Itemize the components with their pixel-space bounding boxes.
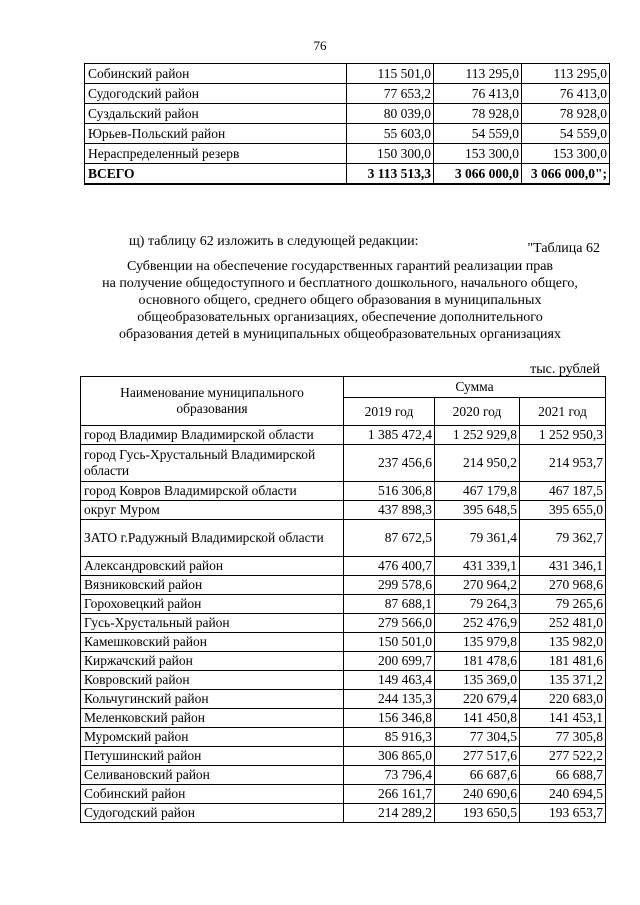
- cell-value: 141 450,8: [435, 709, 520, 728]
- cell-value: 153 300,0: [522, 144, 610, 164]
- cell-name: город Ковров Владимирской области: [81, 482, 344, 501]
- cell-value: 113 295,0: [522, 64, 610, 84]
- cell-value: 214 950,2: [435, 445, 520, 482]
- cell-value: 516 306,8: [344, 482, 435, 501]
- cell-value: 150 300,0: [347, 144, 434, 164]
- cell-value: 395 648,5: [435, 501, 520, 520]
- cell-value: 270 964,2: [435, 576, 520, 595]
- cell-value: 66 688,7: [520, 766, 606, 785]
- cell-value: 252 476,9: [435, 614, 520, 633]
- table-row: [81, 595, 606, 614]
- table-row: [81, 652, 606, 671]
- cell-value: 277 517,6: [435, 747, 520, 766]
- cell-value: 150 501,0: [344, 633, 435, 652]
- page-number: 76: [313, 38, 327, 53]
- cell-name: Александровский район: [81, 557, 344, 576]
- cell-name: город Гусь-Хрустальный Владимирской области: [81, 445, 344, 482]
- cell-value: 87 688,1: [344, 595, 435, 614]
- cell-value: 135 371,2: [520, 671, 606, 690]
- cell-value: 77 304,5: [435, 728, 520, 747]
- table-row: [81, 728, 606, 747]
- cell-value: 181 481,6: [520, 652, 606, 671]
- table-row: [85, 64, 610, 84]
- cell-value: 244 135,3: [344, 690, 435, 709]
- cell-value: 79 362,7: [520, 520, 606, 557]
- table-row: [85, 164, 610, 185]
- cell-name: Ковровский район: [81, 671, 344, 690]
- header-year: 2021 год: [520, 398, 606, 426]
- table-row: [81, 766, 606, 785]
- cell-value: 76 413,0: [434, 84, 522, 104]
- title-line: общеобразовательных организациях, обеспечение дополнительного: [137, 310, 543, 325]
- cell-value: 149 463,4: [344, 671, 435, 690]
- table-row: [81, 557, 606, 576]
- cell-value: 135 982,0: [520, 633, 606, 652]
- table-row: [81, 501, 606, 520]
- cell-name: Собинский район: [85, 64, 347, 84]
- cell-value: 193 650,5: [435, 804, 520, 823]
- table-row: [81, 576, 606, 595]
- table-row: [85, 144, 610, 164]
- cell-value: 54 559,0: [522, 124, 610, 144]
- cell-value: 237 456,6: [344, 445, 435, 482]
- cell-value: 156 346,8: [344, 709, 435, 728]
- cell-value: 193 653,7: [520, 804, 606, 823]
- cell-value: 78 928,0: [434, 104, 522, 124]
- cell-value: 115 501,0: [347, 64, 434, 84]
- cell-value: 141 453,1: [520, 709, 606, 728]
- cell-value: 467 179,8: [435, 482, 520, 501]
- cell-value: 73 796,4: [344, 766, 435, 785]
- cell-value: 277 522,2: [520, 747, 606, 766]
- table-row: [81, 633, 606, 652]
- cell-value: 270 968,6: [520, 576, 606, 595]
- cell-value: 77 305,8: [520, 728, 606, 747]
- cell-value: 1 252 950,3: [520, 426, 606, 445]
- cell-name: Собинский район: [81, 785, 344, 804]
- table-row: [81, 520, 606, 557]
- cell-value: 214 953,7: [520, 445, 606, 482]
- cell-name: Петушинский район: [81, 747, 344, 766]
- table-row: [81, 445, 606, 482]
- cell-value: 3 066 000,0: [434, 164, 522, 185]
- top-table: [84, 63, 610, 185]
- table-row: [81, 747, 606, 766]
- cell-value: 55 603,0: [347, 124, 434, 144]
- table-row: [81, 804, 606, 823]
- cell-name: Юрьев-Польский район: [85, 124, 347, 144]
- cell-name: Суздальский район: [85, 104, 347, 124]
- table-title: [60, 258, 620, 343]
- table-row: [85, 104, 610, 124]
- cell-value: 181 478,6: [435, 652, 520, 671]
- cell-value: 135 979,8: [435, 633, 520, 652]
- amendment-paragraph: щ) таблицу 62 изложить в следующей редакции:: [129, 234, 419, 249]
- cell-value: 200 699,7: [344, 652, 435, 671]
- cell-value: 240 694,5: [520, 785, 606, 804]
- cell-value: 79 361,4: [435, 520, 520, 557]
- cell-value: 266 161,7: [344, 785, 435, 804]
- cell-name: Судогодский район: [81, 804, 344, 823]
- cell-value: 1 385 472,4: [344, 426, 435, 445]
- cell-value: 77 653,2: [347, 84, 434, 104]
- cell-name: город Владимир Владимирской области: [81, 426, 344, 445]
- table-number: "Таблица 62: [527, 241, 600, 256]
- cell-value: 431 346,1: [520, 557, 606, 576]
- table-row: [81, 426, 606, 445]
- cell-name: Кольчугинский район: [81, 690, 344, 709]
- cell-value: 80 039,0: [347, 104, 434, 124]
- header-year: 2020 год: [435, 398, 520, 426]
- cell-value: 252 481,0: [520, 614, 606, 633]
- title-line: на получение общедоступного и бесплатного дошкольного, начального общего,: [102, 276, 578, 291]
- header-sum: Сумма: [344, 377, 606, 398]
- cell-value: 135 369,0: [435, 671, 520, 690]
- header-name: Наименование муниципального образования: [81, 377, 344, 426]
- cell-value: 467 187,5: [520, 482, 606, 501]
- main-table: [80, 376, 606, 823]
- cell-value: 79 265,6: [520, 595, 606, 614]
- title-line: Субвенции на обеспечение государственных гарантий реализации прав: [126, 259, 554, 274]
- cell-value: 214 289,2: [344, 804, 435, 823]
- cell-value: 66 687,6: [435, 766, 520, 785]
- cell-value: 78 928,0: [522, 104, 610, 124]
- cell-name: Вязниковский район: [81, 576, 344, 595]
- title-line: образования детей в муниципальных общеобразовательных организациях: [119, 327, 561, 342]
- table-row: [81, 614, 606, 633]
- cell-value: 79 264,3: [435, 595, 520, 614]
- cell-name: округ Муром: [81, 501, 344, 520]
- cell-value: 1 252 929,8: [435, 426, 520, 445]
- table-row: [81, 709, 606, 728]
- cell-value: 395 655,0: [520, 501, 606, 520]
- title-line: основного общего, среднего общего образования в муниципальных: [138, 293, 542, 308]
- cell-name: ЗАТО г.Радужный Владимирской области: [81, 520, 344, 557]
- cell-value: 54 559,0: [434, 124, 522, 144]
- cell-value: 153 300,0: [434, 144, 522, 164]
- cell-name: Муромский район: [81, 728, 344, 747]
- cell-value: 3 113 513,3: [347, 164, 434, 185]
- cell-value: 76 413,0: [522, 84, 610, 104]
- cell-value: 299 578,6: [344, 576, 435, 595]
- cell-name: Судогодский район: [85, 84, 347, 104]
- cell-name: Гусь-Хрустальный район: [81, 614, 344, 633]
- cell-name: Киржачский район: [81, 652, 344, 671]
- cell-value: 220 679,4: [435, 690, 520, 709]
- cell-value: 476 400,7: [344, 557, 435, 576]
- cell-name: ВСЕГО: [85, 164, 347, 185]
- table-row: [85, 124, 610, 144]
- cell-value: 431 339,1: [435, 557, 520, 576]
- cell-value: 3 066 000,0";: [522, 164, 610, 185]
- cell-value: 220 683,0: [520, 690, 606, 709]
- cell-value: 279 566,0: [344, 614, 435, 633]
- cell-name: Гороховецкий район: [81, 595, 344, 614]
- table-row: [85, 84, 610, 104]
- table-row: [81, 671, 606, 690]
- cell-value: 240 690,6: [435, 785, 520, 804]
- cell-name: Меленковский район: [81, 709, 344, 728]
- table-row: [81, 690, 606, 709]
- table-row: [81, 785, 606, 804]
- cell-value: 113 295,0: [434, 64, 522, 84]
- cell-value: 87 672,5: [344, 520, 435, 557]
- cell-value: 306 865,0: [344, 747, 435, 766]
- cell-name: Селивановский район: [81, 766, 344, 785]
- cell-name: Нераспределенный резерв: [85, 144, 347, 164]
- units-label: тыс. рублей: [530, 362, 600, 377]
- table-row: [81, 482, 606, 501]
- header-year: 2019 год: [344, 398, 435, 426]
- cell-value: 85 916,3: [344, 728, 435, 747]
- cell-name: Камешковский район: [81, 633, 344, 652]
- cell-value: 437 898,3: [344, 501, 435, 520]
